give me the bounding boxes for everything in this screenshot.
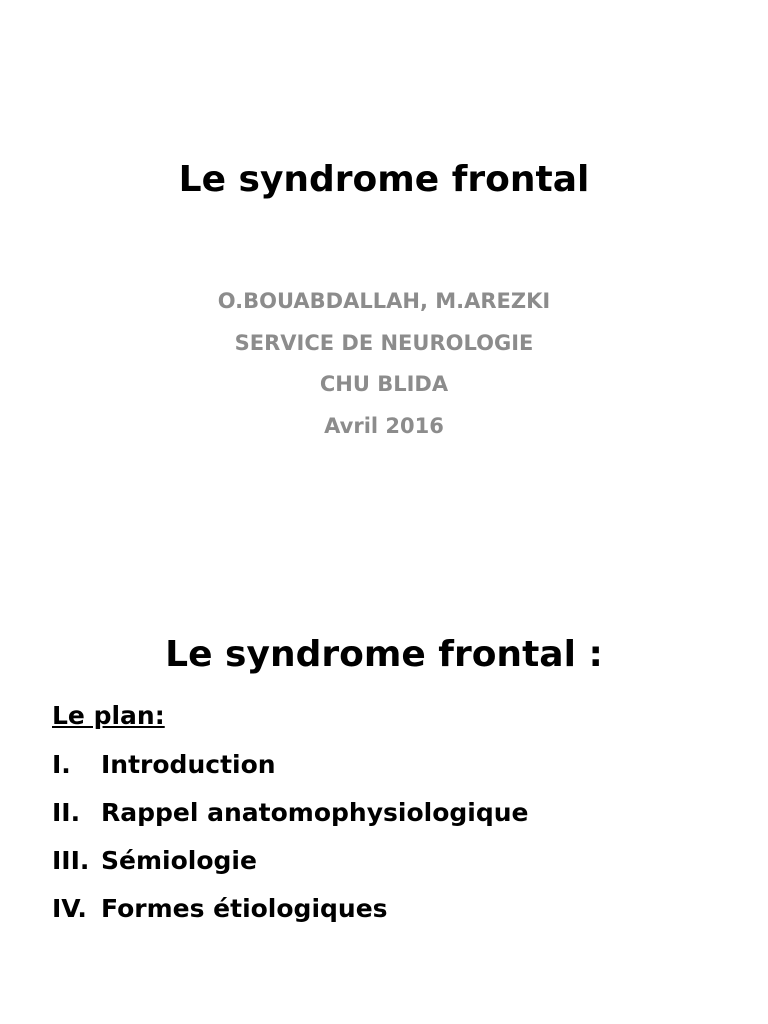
slide-subtitle [0, 281, 768, 447]
subtitle-institution: CHU BLIDA [319, 372, 449, 396]
list-item [52, 789, 732, 837]
slide-plan [0, 512, 768, 1024]
subtitle-date: Avril 2016 [324, 413, 444, 438]
list-item [52, 885, 732, 933]
subtitle-authors: O.BOUABDALLAH, M.AREZKI [217, 289, 551, 313]
list-item-text: Introduction [101, 750, 276, 779]
list-item-number: III. [52, 846, 90, 875]
subtitle-department: SERVICE DE NEUROLOGIE [234, 330, 534, 355]
plan-label: Le plan: [52, 701, 165, 730]
list-item [52, 741, 732, 789]
slide-plan-heading: Le syndrome frontal : [165, 634, 603, 675]
list-item-number: IV. [52, 894, 87, 923]
plan-list [52, 741, 732, 933]
list-item-text: Formes étiologiques [101, 894, 388, 923]
list-item-text: Rappel anatomophysiologique [101, 798, 529, 827]
slide-title-heading: Le syndrome frontal [178, 159, 590, 200]
list-item [52, 837, 732, 885]
list-item-text: Sémiologie [101, 846, 257, 875]
list-item-number: II. [52, 798, 81, 827]
list-item-number: I. [52, 750, 71, 779]
